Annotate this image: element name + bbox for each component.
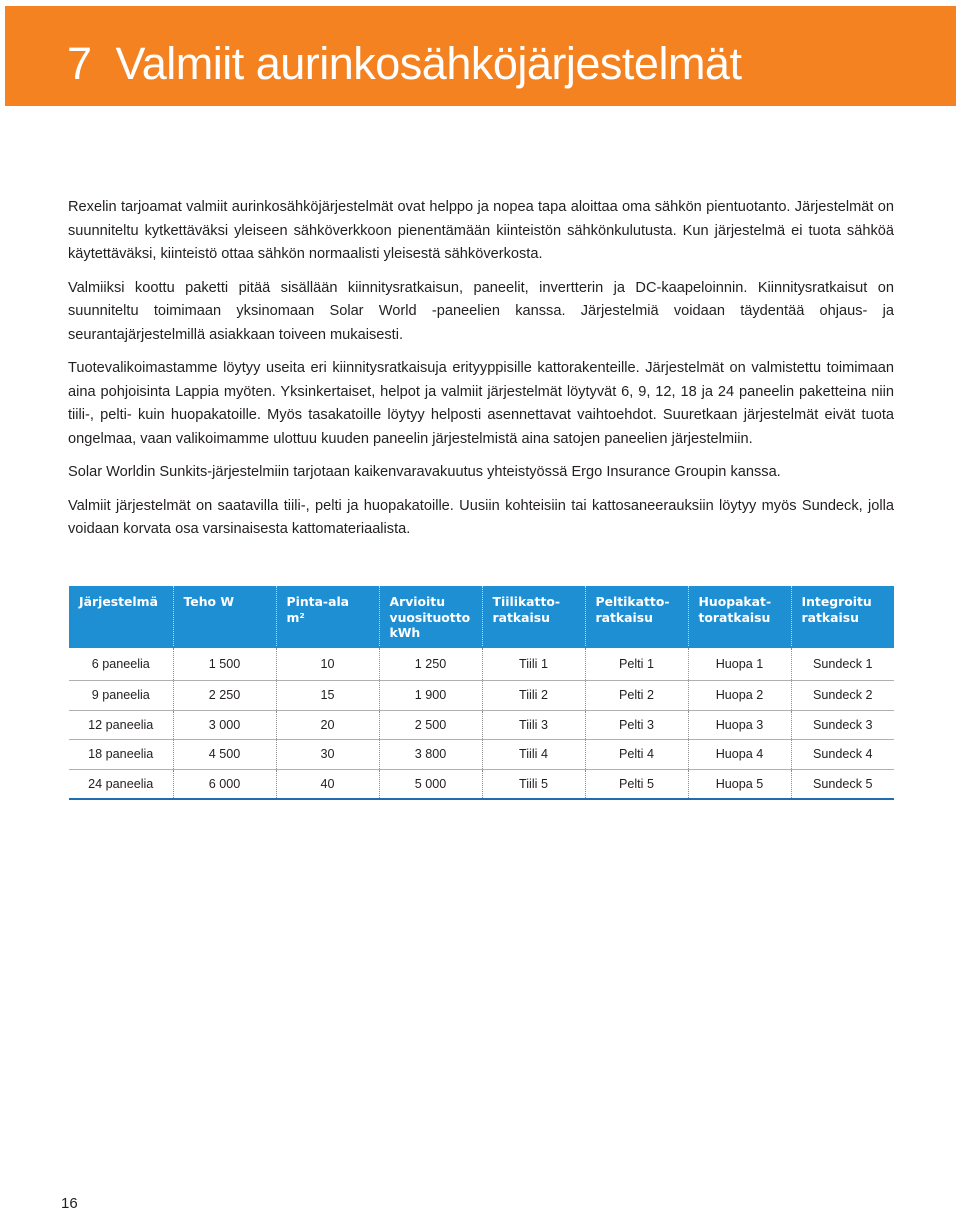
- table-cell: 40: [276, 769, 379, 799]
- header-cell-tile-roof: Tiilikatto-ratkaisu: [482, 586, 585, 647]
- paragraph-selection: Tuotevalikoimastamme löytyy useita eri kiinnitysratkaisuja erityyppisille kattorakenteille. Järjestelmät on valmistettu toimimaan aina pohjoisinta Lappia myöten. Yksinkertaiset, helpot ja valmiit järjestelmät löytyvät 6, 9, 12, 18 ja 24 paneelin paketteina niin tiili-, pelti- kuin huopakatoille. Myös tasakatoille löytyy helposti asennettavat vaihtoehdot. Suuretkaan järjestelmät eivät tuota ongelmaa, vaan valikoimamme ulottuu kuuden paneelin järjestelmistä aina satojen paneelien järjestelmiin.: [68, 360, 894, 447]
- table-cell: Huopa 1: [688, 647, 791, 681]
- table-cell: Tiili 2: [482, 681, 585, 711]
- table-body: [69, 647, 894, 799]
- chapter-title-text: Valmiit aurinkosähköjärjestelmät: [115, 38, 742, 89]
- chapter-header-band: [5, 6, 956, 106]
- table-row: [69, 647, 894, 681]
- table-cell: Huopa 3: [688, 710, 791, 740]
- table-cell: 5 000: [379, 769, 482, 799]
- table-row: [69, 740, 894, 770]
- table-row: [69, 769, 894, 799]
- table-cell: 2 250: [173, 681, 276, 711]
- paragraph-intro: Rexelin tarjoamat valmiit aurinkosähköjärjestelmät ovat helppo ja nopea tapa aloittaa oma sähkön pientuotanto. Järjestelmät on suunniteltu kytkettäväksi yleiseen sähköverkkoon pienentämään kiinteistön sähkönkulutusta. Kun järjestelmä ei tuota sähköä käytettäväksi, kiinteistö ottaa sähkön normaalisti yleisestä sähköverkosta.: [68, 199, 894, 262]
- table-cell: Sundeck 2: [791, 681, 894, 711]
- table-cell: Pelti 1: [585, 647, 688, 681]
- table-cell: Tiili 3: [482, 710, 585, 740]
- table-cell: 2 500: [379, 710, 482, 740]
- header-cell-area: Pinta-ala m²: [276, 586, 379, 647]
- table-cell: 6 paneelia: [69, 647, 173, 681]
- table-cell: Tiili 1: [482, 647, 585, 681]
- table-cell: Tiili 5: [482, 769, 585, 799]
- body-text: [68, 196, 894, 552]
- table-cell: Tiili 4: [482, 740, 585, 770]
- table-cell: 18 paneelia: [69, 740, 173, 770]
- table-cell: 1 900: [379, 681, 482, 711]
- header-cell-system: Järjestelmä: [69, 586, 173, 647]
- table-cell: 6 000: [173, 769, 276, 799]
- header-cell-integrated: Integroitu ratkaisu: [791, 586, 894, 647]
- table-cell: Sundeck 1: [791, 647, 894, 681]
- table-cell: Pelti 4: [585, 740, 688, 770]
- table-cell: Sundeck 4: [791, 740, 894, 770]
- table-header: [69, 586, 894, 647]
- table-cell: 1 500: [173, 647, 276, 681]
- table-row: [69, 710, 894, 740]
- table-cell: Sundeck 3: [791, 710, 894, 740]
- table-cell: Huopa 4: [688, 740, 791, 770]
- table-cell: Pelti 3: [585, 710, 688, 740]
- header-cell-metal-roof: Peltikatto-ratkaisu: [585, 586, 688, 647]
- table-cell: 15: [276, 681, 379, 711]
- table-cell: 30: [276, 740, 379, 770]
- table-cell: Pelti 2: [585, 681, 688, 711]
- chapter-title: [67, 36, 741, 92]
- table-header-row: [69, 586, 894, 647]
- table-row: [69, 681, 894, 711]
- header-cell-felt-roof: Huopakat-toratkaisu: [688, 586, 791, 647]
- chapter-number: 7: [67, 38, 92, 89]
- table-cell: 4 500: [173, 740, 276, 770]
- table-cell: 3 800: [379, 740, 482, 770]
- header-cell-annual-yield: Arvioitu vuosituotto kWh: [379, 586, 482, 647]
- table-cell: Sundeck 5: [791, 769, 894, 799]
- table-cell: 10: [276, 647, 379, 681]
- paragraph-availability: Valmiit järjestelmät on saatavilla tiili-, pelti ja huopakatoille. Uusiin kohteisiin tai kattosaneerauksiin löytyy myös Sundeck, jolla voidaan korvata osa varsinaisesta kattomateriaalista.: [68, 497, 894, 537]
- page-number: 16: [61, 1195, 78, 1212]
- paragraph-insurance: Solar Worldin Sunkits-järjestelmiin tarjotaan kaikenvaravakuutus yhteistyössä Ergo Insurance Groupin kanssa.: [68, 464, 781, 480]
- table-cell: Huopa 2: [688, 681, 791, 711]
- table-cell: Pelti 5: [585, 769, 688, 799]
- table-cell: 24 paneelia: [69, 769, 173, 799]
- table-cell: 9 paneelia: [69, 681, 173, 711]
- paragraph-package: Valmiiksi koottu paketti pitää sisällään kiinnitysratkaisun, paneelit, invertterin ja DC-kaapeloinnin. Kiinnitysratkaisut on suunniteltu toimimaan yksinomaan Solar World -paneelien kanssa. Järjestelmiä voidaan täydentää ohjaus- ja seurantajärjestelmillä asiakkaan toiveen mukaisesti.: [68, 279, 894, 343]
- table-cell: Huopa 5: [688, 769, 791, 799]
- system-spec-table: [69, 586, 894, 800]
- table-cell: 3 000: [173, 710, 276, 740]
- header-cell-power: Teho W: [173, 586, 276, 647]
- table-cell: 20: [276, 710, 379, 740]
- table-cell: 1 250: [379, 647, 482, 681]
- table-cell: 12 paneelia: [69, 710, 173, 740]
